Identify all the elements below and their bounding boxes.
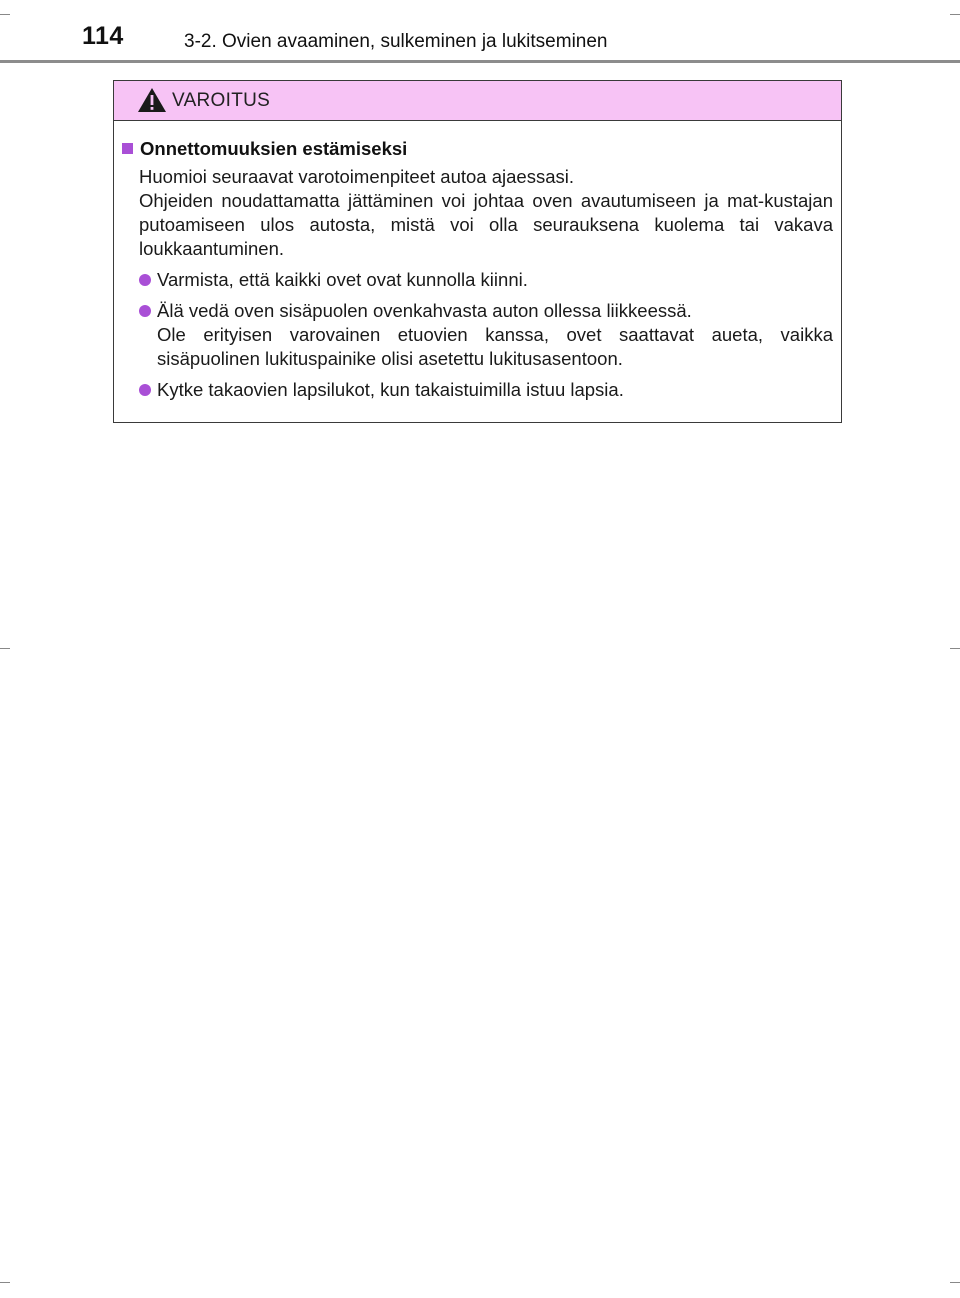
page-number: 114: [82, 22, 124, 50]
warning-box: [113, 80, 842, 423]
list-item-line: Varmista, että kaikki ovet ovat kunnolla kiinni.: [157, 269, 528, 290]
crop-mark: [950, 1282, 960, 1283]
paragraph-line: Huomioi seuraavat varotoimenpiteet autoa ajaessasi.: [139, 166, 574, 187]
list-item-line: Ole erityisen varovainen etuovien kanssa, ovet saattavat aueta, vaikka sisäpuolinen lukituspainike olisi asetettu lukitusasentoon.: [157, 324, 833, 369]
crop-mark: [0, 648, 10, 649]
list-item-text: [157, 268, 833, 292]
list-item-text: [157, 378, 833, 402]
warning-bullet-list: [122, 268, 833, 402]
list-item: [139, 299, 833, 371]
header-divider: [0, 60, 960, 63]
warning-triangle-icon: [137, 87, 167, 113]
warning-heading: Onnettomuuksien estämiseksi: [140, 138, 408, 159]
warning-paragraph: [139, 165, 833, 261]
list-item-line: Älä vedä oven sisäpuolen ovenkahvasta auton ollessa liikkeessä.: [157, 300, 692, 321]
round-bullet-icon: [139, 305, 151, 317]
square-bullet-icon: [122, 143, 133, 154]
page-header: [0, 0, 960, 66]
warning-label: VAROITUS: [172, 90, 271, 111]
warning-header: [114, 81, 841, 121]
list-item-text: [157, 299, 833, 371]
paragraph-line: Ohjeiden noudattamatta jättäminen voi johtaa oven avautumiseen ja mat-kustajan putoamiseen ulos autosta, mistä voi olla seurauksena kuolema tai vakava loukkaantuminen.: [139, 190, 833, 259]
crop-mark: [0, 1282, 10, 1283]
list-item: [139, 268, 833, 292]
round-bullet-icon: [139, 384, 151, 396]
warning-body: [114, 121, 841, 409]
list-item-line: Kytke takaovien lapsilukot, kun takaistuimilla istuu lapsia.: [157, 379, 624, 400]
list-item: [139, 378, 833, 402]
crop-mark: [950, 648, 960, 649]
round-bullet-icon: [139, 274, 151, 286]
warning-heading-row: [122, 137, 833, 161]
section-title: 3-2. Ovien avaaminen, sulkeminen ja lukitseminen: [184, 31, 608, 52]
